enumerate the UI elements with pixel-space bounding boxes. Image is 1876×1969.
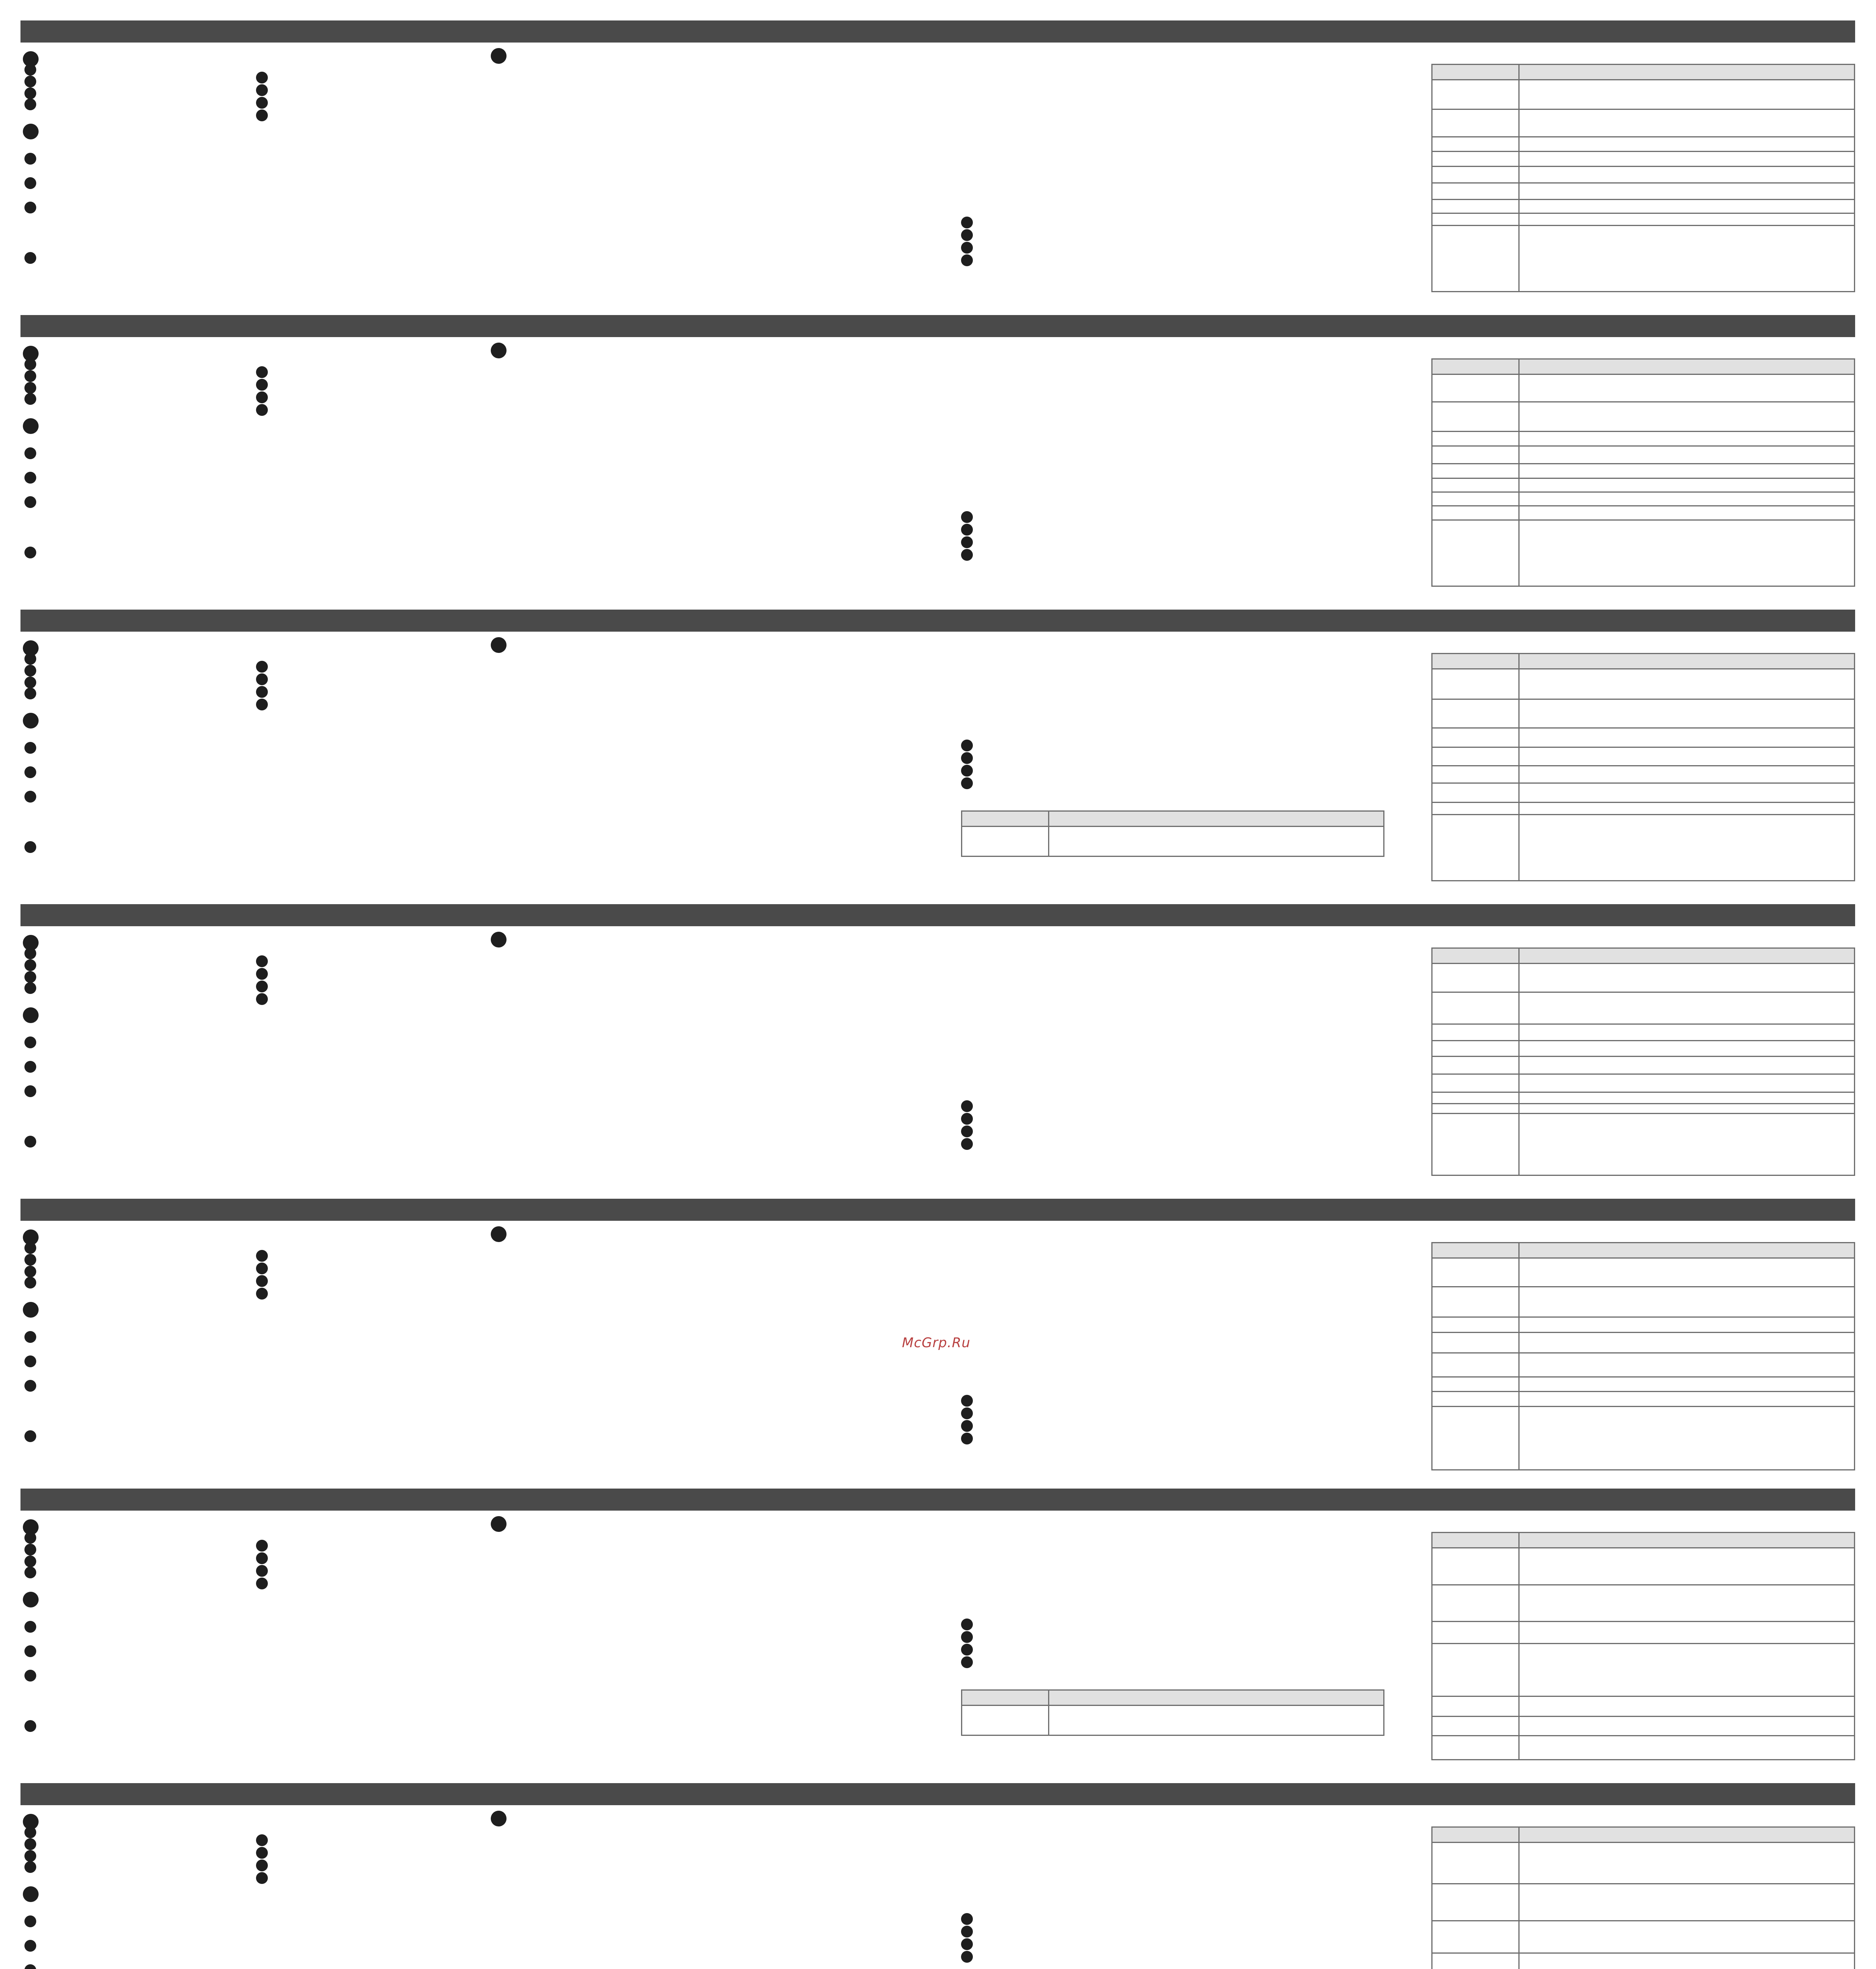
table-divider [1433,109,1854,110]
table-divider [1433,1056,1854,1057]
bullet-marker [24,153,36,165]
table-divider [1433,213,1854,214]
table-divider [1048,812,1049,856]
table-divider [1518,654,1520,880]
table-divider [1433,747,1854,748]
table-divider [1433,992,1854,993]
bullet-marker [24,677,36,688]
bullet-marker [24,1266,36,1277]
bullet-marker [24,688,36,699]
bullet-marker [24,393,36,405]
bullet-marker [256,1834,268,1846]
bullet-marker [24,1085,36,1097]
section-header-bar [20,315,1855,337]
bullet-marker [24,1861,36,1873]
bullet-marker [961,1100,973,1112]
bullet-marker [961,511,973,523]
bullet-marker [24,1915,36,1927]
bullet-marker [24,766,36,778]
bullet-marker [24,1621,36,1633]
bullet-marker [23,1302,39,1318]
table-divider [1433,1391,1854,1392]
table-divider [1433,1883,1854,1884]
bullet-marker [24,1380,36,1392]
table-divider [1433,491,1854,493]
bullet-marker [256,955,268,967]
bullet-marker [24,547,36,558]
table-divider [1433,802,1854,803]
table-divider [1433,1332,1854,1333]
bullet-marker [961,549,973,561]
table-divider [1518,1243,1520,1469]
manual-section [0,1783,1876,1969]
table-divider [1433,765,1854,766]
section-header-bar [20,20,1855,43]
table-divider [1518,1828,1520,1969]
table-divider [1433,1584,1854,1585]
table-divider [1518,949,1520,1175]
bullet-marker [491,343,507,358]
bullet-marker [256,686,268,698]
bullet-marker [23,418,39,434]
spec-table [1431,64,1855,292]
table-divider [1433,1621,1854,1622]
table-divider [1433,401,1854,402]
bullet-marker [256,1263,268,1274]
bullet-marker [24,1430,36,1442]
bullet-marker [256,968,268,980]
table-divider [1433,782,1854,784]
bullet-marker [961,1619,973,1630]
spec-table [961,810,1384,857]
table-header [1433,65,1854,80]
table-divider [1433,1040,1854,1041]
bullet-marker [961,740,973,751]
bullet-marker [24,1567,36,1578]
bullet-marker [23,713,39,729]
bullet-marker [24,1277,36,1289]
spec-table [961,1689,1384,1736]
bullet-marker [256,72,268,83]
table-divider [1433,1092,1854,1093]
bullet-marker [256,673,268,685]
bullet-marker [24,1331,36,1343]
bullet-marker [256,391,268,403]
bullet-marker [961,1138,973,1150]
bullet-marker [24,1670,36,1682]
bullet-marker [24,1964,36,1969]
table-divider [1433,1113,1854,1114]
table-divider [1518,65,1520,291]
bullet-marker [24,358,36,370]
manual-section [0,904,1876,1199]
bullet-marker [24,1940,36,1952]
bullet-marker [24,1061,36,1073]
table-header [1433,360,1854,375]
bullet-marker [24,1556,36,1567]
bullet-marker [24,947,36,959]
bullet-marker [961,1407,973,1419]
table-header [1433,1243,1854,1259]
bullet-marker [23,1007,39,1023]
table-divider [1433,1735,1854,1736]
table-divider [1048,1691,1049,1735]
bullet-marker [23,124,39,139]
bullet-marker [256,993,268,1005]
bullet-marker [491,1811,507,1826]
table-header [962,1691,1383,1706]
table-divider [1433,1023,1854,1025]
bullet-marker [24,665,36,677]
table-header [962,812,1383,827]
bullet-marker [256,981,268,992]
bullet-marker [24,1645,36,1657]
table-divider [1433,166,1854,167]
manual-section [0,20,1876,315]
spec-table [1431,358,1855,587]
table-divider [1433,225,1854,226]
table-divider [1433,1376,1854,1378]
bullet-marker [961,1420,973,1432]
bullet-marker [24,1850,36,1862]
table-divider [1433,1920,1854,1921]
bullet-marker [961,1656,973,1668]
bullet-marker [256,1552,268,1564]
bullet-marker [961,229,973,241]
spec-table [1431,947,1855,1176]
bullet-marker [256,97,268,109]
table-divider [1433,727,1854,729]
bullet-marker [491,1226,507,1242]
spec-table [1431,1242,1855,1470]
bullet-marker [256,84,268,96]
bullet-marker [961,524,973,536]
spec-table [1431,1826,1855,1969]
bullet-marker [24,76,36,87]
watermark-text: McGrp.Ru [902,1335,970,1351]
table-header [1433,1828,1854,1843]
table-header [1433,654,1854,669]
section-header-bar [20,1489,1855,1511]
table-divider [1433,136,1854,137]
table-divider [1433,1103,1854,1104]
bullet-marker [24,653,36,665]
bullet-marker [256,379,268,391]
bullet-marker [24,1826,36,1838]
bullet-marker [256,1288,268,1300]
bullet-marker [24,252,36,264]
table-header [1433,1533,1854,1548]
table-divider [1433,1406,1854,1407]
bullet-marker [256,1565,268,1577]
bullet-marker [24,982,36,994]
bullet-marker [491,48,507,64]
section-header-bar [20,1783,1855,1805]
bullet-marker [961,242,973,254]
bullet-marker [961,1951,973,1963]
bullet-marker [961,1395,973,1407]
table-divider [1433,1316,1854,1318]
bullet-marker [256,1872,268,1884]
bullet-marker [24,472,36,484]
bullet-marker [24,1355,36,1367]
bullet-marker [256,404,268,416]
bullet-marker [961,1433,973,1444]
bullet-marker [24,496,36,508]
bullet-marker [24,1242,36,1254]
bullet-marker [256,1847,268,1859]
table-divider [1433,463,1854,464]
bullet-marker [961,1631,973,1643]
table-divider [1433,814,1854,815]
section-header-bar [20,1199,1855,1221]
bullet-marker [256,699,268,710]
bullet-marker [24,87,36,99]
table-divider [1433,478,1854,479]
bullet-marker [24,1720,36,1732]
bullet-marker [24,971,36,983]
bullet-marker [491,1516,507,1532]
bullet-marker [24,64,36,76]
spec-table [1431,653,1855,881]
table-header [1433,949,1854,964]
table-divider [1433,1696,1854,1697]
bullet-marker [961,254,973,266]
table-divider [1433,1286,1854,1287]
table-divider [1433,1073,1854,1075]
bullet-marker [961,1644,973,1656]
table-divider [1433,182,1854,184]
section-header-bar [20,610,1855,632]
bullet-marker [961,777,973,789]
bullet-marker [961,217,973,228]
bullet-marker [961,1113,973,1125]
table-divider [1433,519,1854,521]
bullet-marker [961,1926,973,1937]
bullet-marker [256,109,268,121]
bullet-marker [24,841,36,853]
bullet-marker [256,1275,268,1287]
table-divider [1433,431,1854,432]
bullet-marker [961,536,973,548]
bullet-marker [24,1036,36,1048]
bullet-marker [24,447,36,459]
table-divider [1518,360,1520,586]
bullet-marker [24,959,36,971]
table-divider [1433,151,1854,152]
bullet-marker [961,1913,973,1925]
bullet-marker [24,1136,36,1148]
table-divider [1433,1352,1854,1353]
bullet-marker [24,791,36,803]
bullet-marker [23,1886,39,1902]
bullet-marker [24,1544,36,1556]
manual-section [0,610,1876,904]
bullet-marker [256,1250,268,1262]
bullet-marker [24,370,36,382]
bullet-marker [23,1592,39,1607]
bullet-marker [256,1860,268,1871]
table-divider [1433,1952,1854,1954]
bullet-marker [256,1578,268,1589]
bullet-marker [961,752,973,764]
table-divider [1433,699,1854,700]
manual-section [0,1489,1876,1783]
table-divider [1433,445,1854,447]
bullet-marker [491,637,507,653]
bullet-marker [961,1125,973,1137]
table-divider [1518,1533,1520,1759]
bullet-marker [24,742,36,754]
bullet-marker [256,366,268,378]
table-divider [1433,199,1854,200]
bullet-marker [24,382,36,394]
bullet-marker [24,1254,36,1266]
bullet-marker [24,202,36,213]
table-divider [1433,1716,1854,1717]
bullet-marker [491,932,507,947]
spec-table [1431,1532,1855,1760]
bullet-marker [961,1938,973,1950]
section-header-bar [20,904,1855,926]
table-divider [1433,505,1854,506]
bullet-marker [256,1540,268,1552]
bullet-marker [24,1838,36,1850]
manual-section [0,315,1876,610]
bullet-marker [256,661,268,673]
bullet-marker [24,1532,36,1544]
table-divider [1433,1643,1854,1644]
bullet-marker [24,177,36,189]
bullet-marker [24,98,36,110]
bullet-marker [961,765,973,777]
